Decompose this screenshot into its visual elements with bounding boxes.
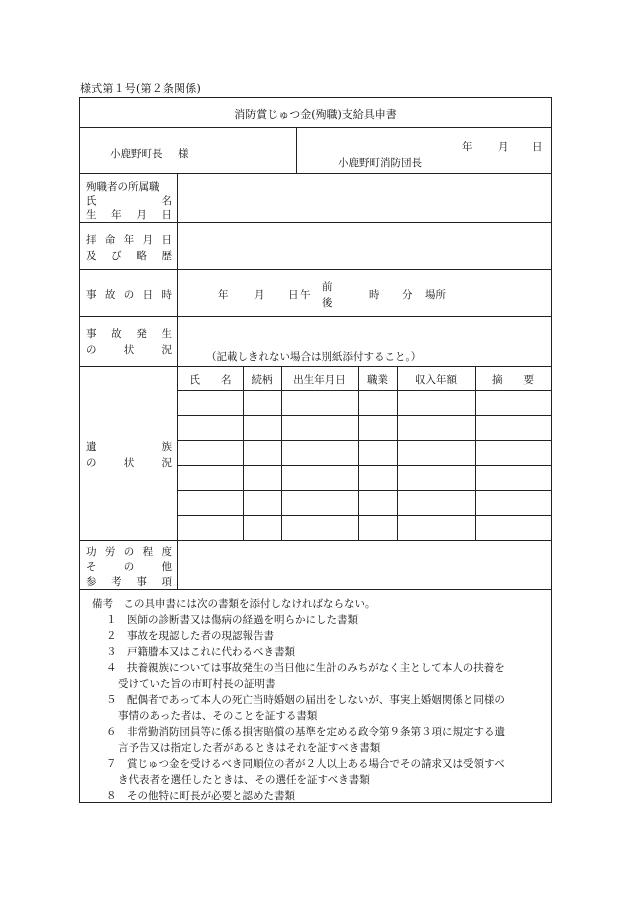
accident-situation-label: 事 故 発 生 の 状 況: [80, 317, 178, 366]
col-header-birthdate: 出生年月日: [293, 374, 346, 386]
merit-row: [80, 541, 551, 590]
accident-year-label: 年: [218, 289, 229, 301]
date-day-label: 日: [532, 141, 543, 153]
label-affiliation: 殉職者の所属職: [86, 181, 160, 193]
accident-minute-label: 分: [402, 289, 413, 301]
remarks-item-4-cont: 受けていた旨の市町村長の証明書: [118, 678, 276, 690]
accident-ampm-prefix: 午: [300, 289, 311, 301]
remarks-item-5: ５ 配偶者であって本人の死亡当時婚姻の届出をしないが、事実上婚姻関係と同様の: [106, 694, 505, 706]
label-name-2: 名: [161, 195, 172, 207]
attachment-note: （記載しきれない場合は別紙添付すること。）: [206, 351, 422, 363]
addressee-name: 小鹿野町長: [110, 148, 163, 160]
deceased-info-label: 殉職者の所属職 氏 名 生 年 月 日: [80, 174, 178, 222]
remarks-item-6: ６ 非常勤消防団員等に係る損害賠償の基準を定める政令第９条第３項に規定する遺: [106, 726, 505, 738]
col-header-income: 収入年額: [415, 374, 457, 386]
appointment-label: 拝 命 年 月 日 及 び 略 歴: [80, 223, 178, 269]
form-number: 様式第１号(第２条関係): [80, 82, 201, 95]
remarks-item-7-cont: き代表者を選任したときは、その選任を証すべき書類: [118, 774, 370, 786]
accident-date-row: [80, 270, 551, 317]
remarks-item-8: ８ その他特に町長が必要と認めた書類: [106, 790, 295, 802]
accident-situation-row: [80, 317, 551, 367]
addressee-row: [80, 128, 551, 174]
col-header-remarks: 摘 要: [492, 374, 534, 386]
label-name-1: 氏: [86, 195, 97, 207]
col-header-relationship: 続柄: [251, 374, 273, 386]
form-title: 消防賞じゅつ金(殉職)支給具申書: [234, 108, 397, 121]
col-header-name: 氏 名: [189, 374, 232, 386]
date-month-label: 月: [498, 141, 509, 153]
date-year-label: 年: [462, 141, 473, 153]
applicant-title: 小鹿野町消防団長: [338, 157, 422, 169]
addressee-honorific: 様: [178, 148, 189, 160]
form-title-row: [80, 98, 551, 128]
accident-month-label: 月: [254, 289, 265, 301]
merit-label: 功 労 の 程 度 そ の 他 参 考 事 項: [80, 541, 178, 589]
accident-place-label: 場所: [425, 289, 446, 301]
remarks-item-7: ７ 賞じゅつ金を受けるべき同順位の者が２人以上ある場合でその請求又は受領すべ: [106, 758, 505, 770]
remarks-section: [80, 590, 551, 802]
accident-day-label: 日: [288, 289, 299, 301]
remarks-item-1: １ 医師の診断書又は傷病の経過を明らかにした書類: [106, 614, 358, 626]
remarks-intro: 備考 この具申書には次の書類を添付しなければならない。: [92, 598, 376, 610]
family-row: [80, 367, 551, 541]
family-label: 遺 族 の 状 況: [80, 367, 178, 540]
accident-hour-label: 時: [369, 289, 380, 301]
appointment-row: [80, 223, 551, 270]
accident-date-label: 事 故 の 日 時: [80, 270, 178, 316]
remarks-item-2: ２ 事故を現認した者の現認報告書: [106, 630, 274, 642]
remarks-item-4: ４ 扶養親族については事故発生の当日他に生計のみちがなく主として本人の扶養を: [106, 662, 505, 674]
remarks-item-6-cont: 言予告又は指定した者があるときはそれを証すべき書類: [118, 742, 381, 754]
accident-am-label: 前: [322, 281, 333, 293]
deceased-info-row: [80, 174, 551, 223]
remarks-item-5-cont: 事情のあった者は、そのことを証する書類: [118, 710, 318, 722]
col-header-occupation: 職業: [367, 374, 388, 386]
application-form: [79, 97, 552, 803]
accident-pm-label: 後: [322, 297, 333, 309]
remarks-item-3: ３ 戸籍謄本又はこれに代わるべき書類: [106, 646, 295, 658]
